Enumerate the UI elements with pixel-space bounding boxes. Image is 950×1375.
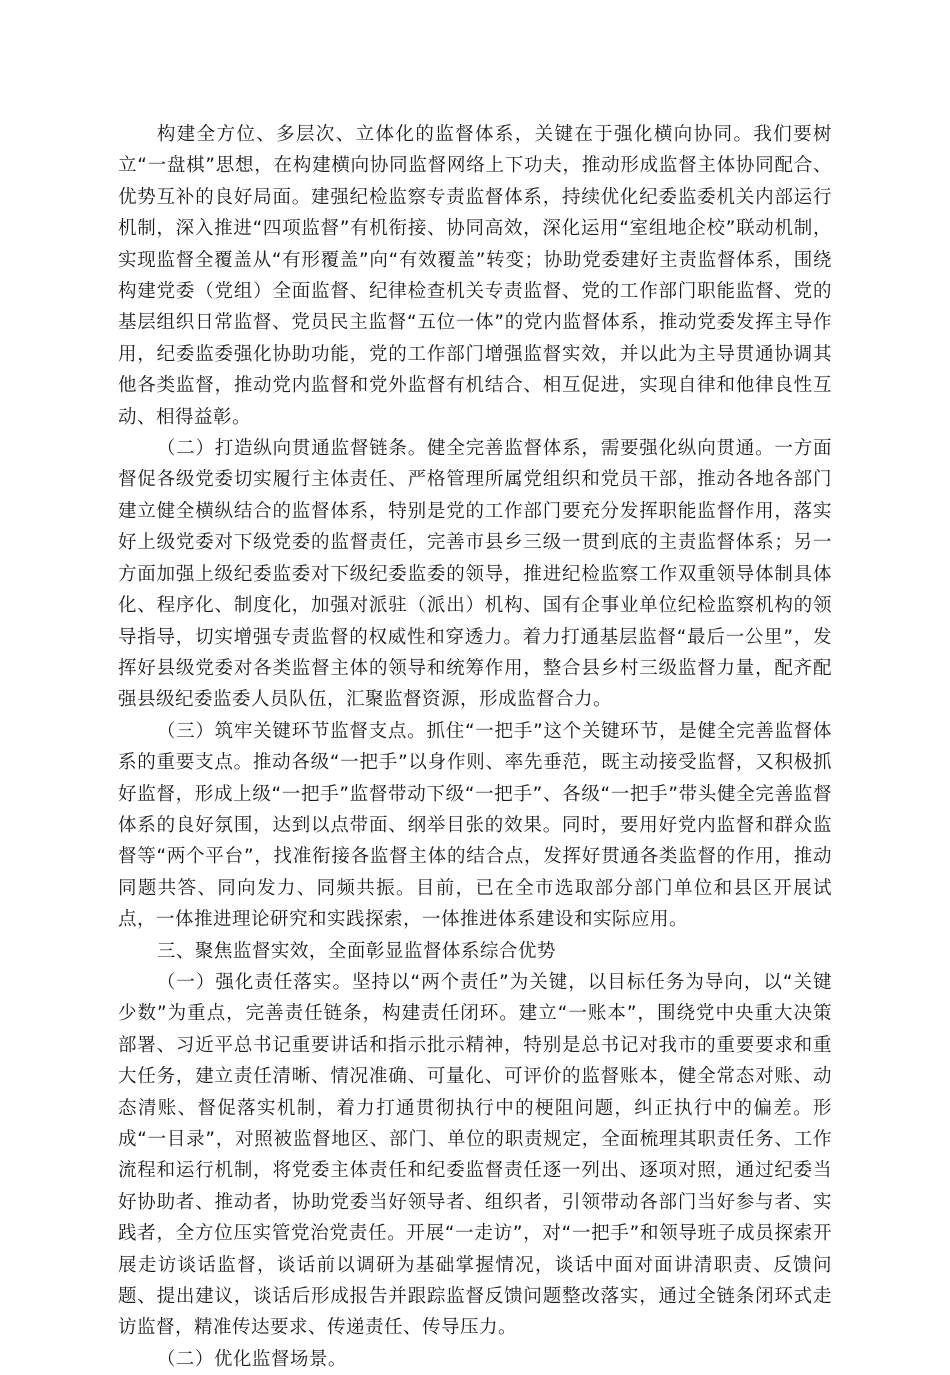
section-heading-3: 三、聚焦监督实效，全面彰显监督体系综合优势 <box>156 940 556 962</box>
paragraph-vertical-chain: （二）打造纵向贯通监督链条。健全完善监督体系，需要强化纵向贯通。一方面督促各级党委切实履行主体责任、严格管理所属党组织和党员干部，推动各地各部门建立健全横纵结合的监督体系，特别是党的工作部门要充分发挥职能监督作用，落实好上级党委对下级党委的监督责任，完善市县乡三级一贯到底的主责监督体系；另一方面加强上级纪委监委对下级纪委监委的领导，推进纪检监察工作双重领导体制具体化、程序化、制度化，加强对派驻（派出）机构、国有企事业单位纪检监察机构的领导指导，切实增强专责监督的权威性和穿透力。着力打通基层监督“最后一公里”，发挥好县级党委对各类监督主体的领导和统筹作用，整合县乡村三级监督力量，配齐配强县级纪委监委人员队伍，汇聚监督资源，形成监督合力。 <box>118 438 832 711</box>
paragraph-horizontal-coordination: 构建全方位、多层次、立体化的监督体系，关键在于强化横向协同。我们要树立“一盘棋”思想，在构建横向协同监督网络上下功夫，推动形成监督主体协同配合、优势互补的良好局面。建强纪检监察专责监督体系，持续优化纪委监委机关内部运行机制，深入推进“四项监督”有机衔接、协同高效，深化运用“室组地企校”联动机制，实现监督全覆盖从“有形覆盖”向“有效覆盖”转变；协助党委建好主责监督体系，围绕构建党委（党组）全面监督、纪律检查机关专责监督、党的工作部门职能监督、党的基层组织日常监督、党员民主监督“五位一体”的党内监督体系，推动党委发挥主导作用，纪委监委强化协助功能，党的工作部门增强监督实效，并以此为主导贯通协调其他各类监督，推动党内监督和党外监督有机结合、相互促进，实现自律和他律良性互动、相得益彰。 <box>118 124 832 428</box>
paragraph-responsibility: （一）强化责任落实。坚持以“两个责任”为关键，以目标任务为导向，以“关键少数”为重点，完善责任链条，构建责任闭环。建立“一账本”，围绕党中央重大决策部署、习近平总书记重要讲话和指示批示精神，特别是总书记对我市的重要要求和重大任务，建立责任清晰、情况准确、可量化、可评价的监督账本，健全常态对账、动态清账、督促落实机制，着力打通贯彻执行中的梗阻问题，纠正执行中的偏差。形成“一目录”，对照被监督地区、部门、单位的职责规定，全面梳理其职责任务、工作流程和运行机制，将党委主体责任和纪委监督责任逐一列出、逐项对照，通过纪委当好协助者、推动者，协助党委当好领导者、组织者，引领带动各部门当好参与者、实践者，全方位压实管党治党责任。开展“一走访”，对“一把手”和领导班子成员探索开展走访谈话监督，谈话前以调研为基础掌握情况，谈话中面对面讲清职责、反馈问题、提出建议，谈话后形成报告并跟踪监督反馈问题整改落实，通过全链条闭环式走访监督，精准传达要求、传递责任、传导压力。 <box>118 971 832 1339</box>
paragraph-key-link: （三）筑牢关键环节监督支点。抓住“一把手”这个关键环节，是健全完善监督体系的重要支点。推动各级“一把手”以身作则、率先垂范，既主动接受监督，又积极抓好监督，形成上级“一把手”监督带动下级“一把手”、各级“一把手”带头健全完善监督体系的良好氛围，达到以点带面、纲举目张的效果。同时，要用好党内监督和群众监督等“两个平台”，找准衔接各监督主体的结合点，发挥好贯通各类监督的作用，推动同题共答、同向发力、同频共振。目前，已在全市选取部分部门单位和县区开展试点，一体推进理论研究和实践探索，一体推进体系建设和实际应用。 <box>118 720 832 931</box>
paragraph-optimize-scenario: （二）优化监督场景。 <box>156 1348 347 1370</box>
document-body <box>118 119 832 1375</box>
